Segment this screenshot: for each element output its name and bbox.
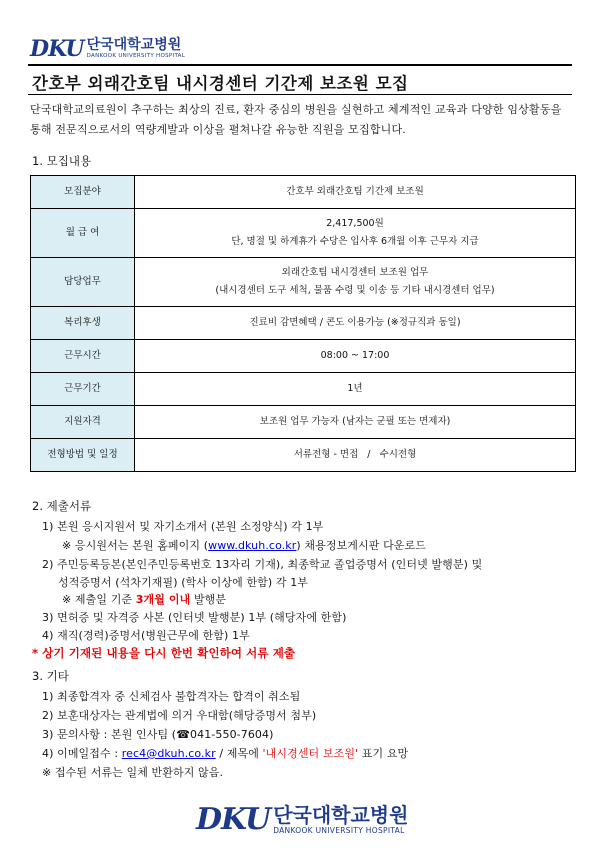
logo-english-name: DANKOOK UNIVERSITY HOSPITAL (273, 826, 405, 835)
logo-mark: DKU (196, 802, 271, 837)
row-label: 월 급 여 (31, 209, 135, 258)
documents-emphasis: * 상기 기재된 내용을 다시 한번 확인하여 서류 제출 (32, 646, 296, 660)
logo-english-name: DANKOOK UNIVERSITY HOSPITAL (86, 53, 186, 59)
table-row (31, 209, 576, 258)
intro-paragraph: 단국대학교의료원이 추구하는 최상의 진료, 환자 중심의 병원을 실현하고 체계적인 교육과 다양한 임상활동을 통해 전문직으로서의 역량계발과 이상을 펼쳐나갈 유능한 직원을 모집합니다. (30, 103, 562, 136)
email-link[interactable]: rec4@dkuh.co.kr (121, 747, 216, 760)
row-value: 1년 (135, 373, 576, 406)
row-value: 진료비 감면혜택 / 콘도 이용가능 (※정규직과 동일) (135, 307, 576, 340)
section-heading-others: 3. 기타 (32, 669, 69, 683)
row-value: 보조원 업무 가능자 (남자는 군필 또는 면제자) (135, 406, 576, 439)
recruitment-table (30, 175, 576, 472)
others-item-4: 4) 이메일접수 : rec4@dkuh.co.kr / 제목에 '내시경센터 보조원' 표기 요망 (42, 747, 409, 760)
documents-item-1: 1) 본원 응시지원서 및 자기소개서 (본원 소정양식) 각 1부 (42, 520, 324, 533)
duty-main: 외래간호팀 내시경센터 보조원 업무 (281, 267, 429, 278)
hospital-logo-bottom (196, 802, 409, 837)
section-heading-documents: 2. 제출서류 (32, 499, 92, 513)
others-item-3: 3) 문의사항 : 본원 인사팀 (☎041-550-7604) (42, 728, 274, 741)
table-row (31, 439, 576, 472)
row-label: 근무시간 (31, 340, 135, 373)
table-row (31, 176, 576, 209)
logo-korean-name: 단국대학교병원 (86, 37, 182, 53)
table-row (31, 258, 576, 307)
documents-item-2-cont: 성적증명서 (석차기재필) (학사 이상에 한함) 각 1부 (58, 576, 309, 589)
logo-korean-name: 단국대학교병원 (273, 803, 409, 827)
section-heading-recruitment: 1. 모집내용 (32, 154, 92, 168)
documents-item-3: 3) 면허증 및 자격증 사본 (인터넷 발행분) 1부 (해당자에 한함) (42, 611, 347, 624)
page-title: 간호부 외래간호팀 내시경센터 기간제 보조원 모집 (32, 74, 409, 93)
table-row (31, 340, 576, 373)
documents-item-2-note: ※ 제출일 기준 3개월 이내 발행분 (62, 593, 227, 606)
salary-amount: 2,417,500원 (326, 218, 384, 229)
documents-item-4: 4) 재직(경력)증명서(병원근무에 한함) 1부 (42, 629, 250, 642)
deadline-highlight: 3개월 이내 (135, 593, 191, 606)
row-label: 담당업무 (31, 258, 135, 307)
row-value: 서류전형 - 면접 / 수시전형 (135, 439, 576, 472)
duty-detail: (내시경센터 도구 세척, 물품 수령 및 이송 등 기타 내시경센터 업무) (215, 285, 495, 296)
row-value: 08:00 ~ 17:00 (135, 340, 576, 373)
documents-item-1-note: ※ 응시원서는 본원 홈페이지 (www.dkuh.co.kr) 채용정보게시판 다운로드 (62, 539, 426, 552)
hospital-logo-top (30, 38, 185, 60)
homepage-link[interactable]: www.dkuh.co.kr (208, 539, 297, 552)
logo-mark: DKU (30, 36, 84, 62)
email-subject-highlight: '내시경센터 보조원' (262, 747, 359, 760)
documents-item-2: 2) 주민등록등본(본인주민등록번호 13자리 기재), 최종학교 졸업증명서 (인터넷 발행분) 및 (42, 558, 483, 571)
row-value: 간호부 외래간호팀 기간제 보조원 (135, 176, 576, 209)
table-row (31, 373, 576, 406)
salary-note: 단, 명절 및 하계휴가 수당은 입사후 6개월 이후 근무자 지급 (231, 236, 479, 247)
title-rule (28, 94, 572, 95)
row-label: 모집분야 (31, 176, 135, 209)
row-label: 전형방법 및 일정 (31, 439, 135, 472)
row-value (135, 258, 576, 307)
others-item-2: 2) 보훈대상자는 관계법에 의거 우대함(해당증명서 첨부) (42, 709, 317, 722)
table-row (31, 307, 576, 340)
row-label: 복리후생 (31, 307, 135, 340)
row-label: 지원자격 (31, 406, 135, 439)
others-note: ※ 접수된 서류는 일체 반환하지 않음. (42, 766, 224, 779)
table-row (31, 406, 576, 439)
row-label: 근무기간 (31, 373, 135, 406)
header-rule (28, 64, 572, 66)
others-item-1: 1) 최종합격자 중 신체검사 불합격자는 합격이 취소됨 (42, 690, 301, 703)
row-value (135, 209, 576, 258)
